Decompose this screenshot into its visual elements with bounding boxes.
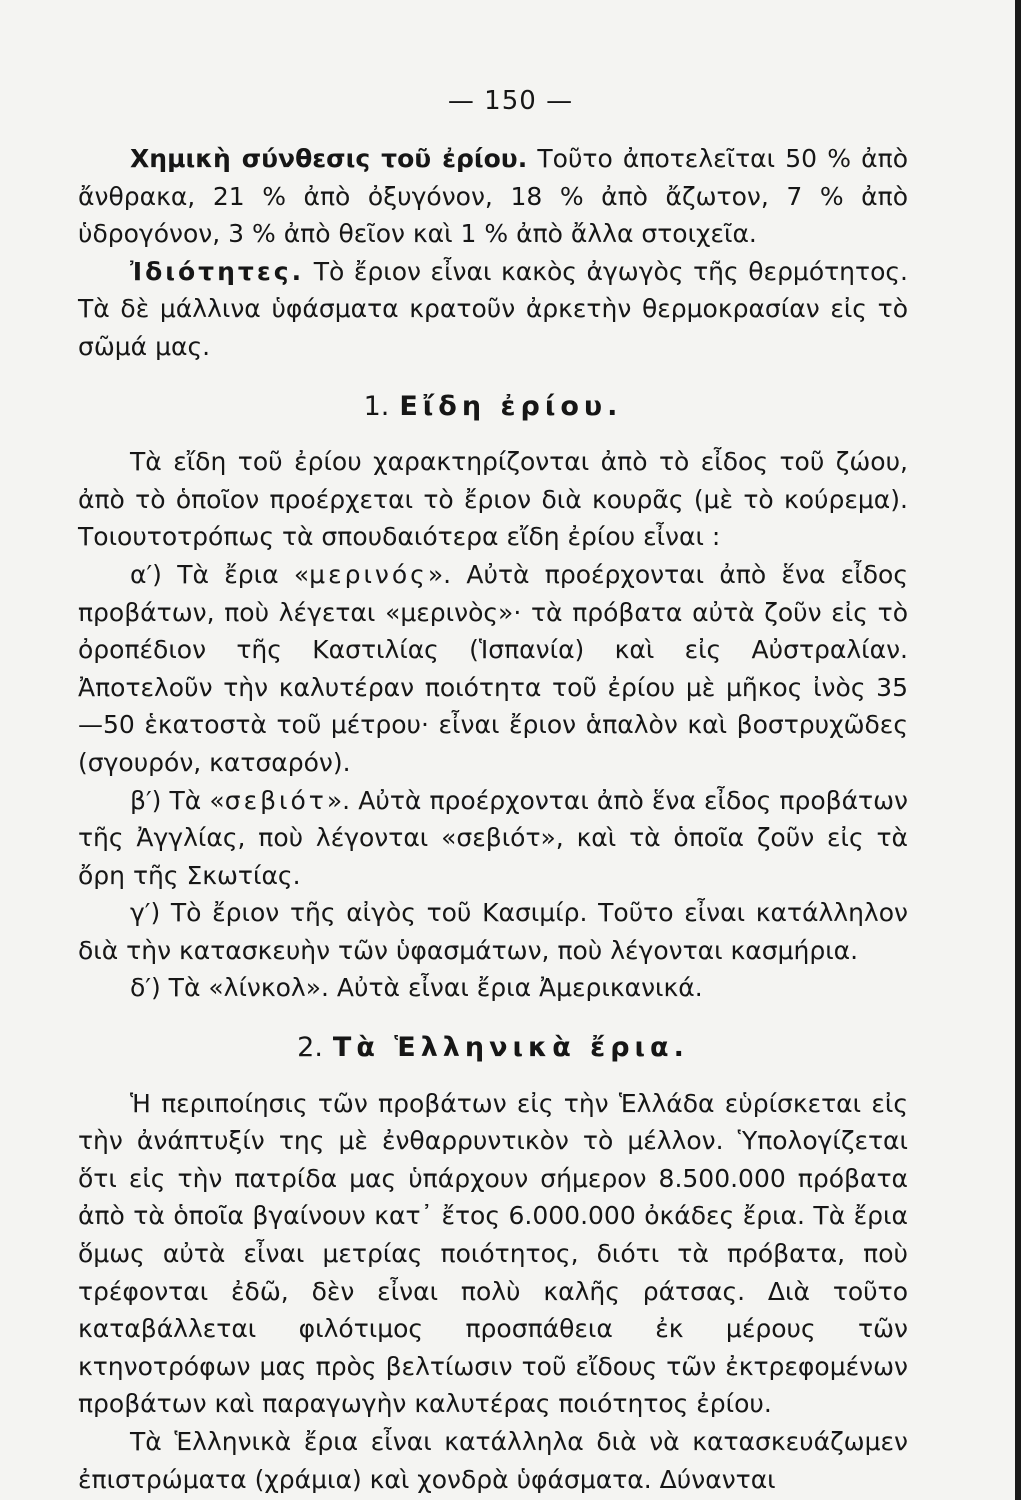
- paragraph-label: Χημικὴ σύνθεσις τοῦ ἐρίου.: [130, 144, 528, 173]
- list-item-text: ». Αὐτὰ προέρχονται ἀπὸ ἕνα εἶδος προβάτων, ποὺ λέγεται «μερινὸς»· τὰ πρόβατα αὐτὰ ζοῦν εἰς τὸ ὀροπέδιον τῆς Καστιλίας (Ἱσπανία) καὶ εἰς Αὐστραλίαν. Ἀποτελοῦν τὴν καλυτέραν ποιότητα τοῦ ἐρίου μὲ μῆκος ἰνὸς 35—50 ἑκατοστὰ τοῦ μέτρου· εἶναι ἔριον ἁπαλὸν καὶ βοστρυχῶδες (σγουρόν, κατσαρόν).: [78, 559, 908, 777]
- list-item-lincoln: δ′) Τὰ «λίνκολ». Αὐτὰ εἶναι ἔρια Ἀμερικανικά.: [130, 973, 703, 1003]
- section-number: 2.: [297, 1032, 323, 1064]
- list-item-merino: [78, 556, 908, 782]
- page-number: — 150 —: [447, 86, 574, 116]
- list-item-cheviot: [78, 782, 908, 895]
- list-item-text: ». Αὐτὰ προέρχονται ἀπὸ ἕνα εἶδος προβάτων τῆς Ἀγγλίας, ποὺ λέγονται «σεβιότ», καὶ τὰ ὁποῖα ζοῦν εἰς τὰ ὄρη τῆς Σκωτίας.: [78, 785, 908, 890]
- paragraph-greek-sheep: Ἡ περιποίησις τῶν προβάτων εἰς τὴν Ἑλλάδα εὑρίσκεται εἰς τὴν ἀνάπτυξίν της μὲ ἐνθαρρυντικὸν τὸ μέλλον. Ὑπολογίζεται ὅτι εἰς τὴν πατρίδα μας ὑπάρχουν σήμερον 8.500.000 πρόβατα ἀπὸ τὰ ὁποῖα βγαίνουν κατ᾽ ἔτος 6.000.000 ὀκάδες ἔρια. Τὰ ἔρια ὅμως αὐτὰ εἶναι μετρίας ποιότητος, διότι τὰ πρόβατα, ποὺ τρέφονται ἐδῶ, δὲν εἶναι πολὺ καλῆς ράτσας. Διὰ τοῦτο καταβάλλεται φιλότιμος προσπάθεια ἐκ μέρους τῶν κτηνοτρόφων μας πρὸς βελτίωσιν τοῦ εἴδους τῶν ἐκτρεφομένων προβάτων καὶ παραγωγὴν καλυτέρας ποιότητος ἐρίου.: [78, 1088, 908, 1419]
- section-heading-wool-types: [78, 388, 908, 426]
- page-body: [78, 140, 908, 1498]
- paragraph-label: Ἰδιότητες.: [130, 256, 305, 286]
- paragraph-chemical-composition: [78, 140, 908, 253]
- paragraph-properties: [78, 253, 908, 366]
- list-item-cashmere: γ′) Τὸ ἔριον τῆς αἰγὸς τοῦ Κασιμίρ. Τοῦτο εἶναι κατάλληλον διὰ τὴν κατασκευὴν τῶν ὑφασμάτων, ποὺ λέγονται κασμήρια.: [78, 898, 908, 965]
- list-item-prefix: α′) Τὰ ἔρια «: [130, 559, 310, 589]
- section-heading-greek-wool: [78, 1029, 908, 1067]
- section-number: 1.: [363, 390, 390, 422]
- paragraph-text: Τοῦτο ἀποτελεῖται 50 % ἀπὸ ἄνθρακα, 21 % ἀπὸ ὀξυγόνον, 18 % ἀπὸ ἄζωτον, 7 % ἀπὸ ὑδρογόνον, 3 % ἀπὸ θεῖον καὶ 1 % ἀπὸ ἄλλα στοιχεῖα.: [78, 144, 908, 249]
- section-title: Εἴδη ἐρίου.: [399, 390, 623, 422]
- section-title: Τὰ Ἑλληνικὰ ἔρια.: [332, 1032, 689, 1064]
- paragraph-wool-types-intro: Τὰ εἴδη τοῦ ἐρίου χαρακτηρίζονται ἀπὸ τὸ εἶδος τοῦ ζώου, ἀπὸ τὸ ὁποῖον προέρχεται τὸ ἔριον διὰ κουρᾶς (μὲ τὸ κούρεμα). Τοιουτοτρόπως τὰ σπουδαιότερα εἴδη ἐρίου εἶναι :: [78, 447, 908, 552]
- list-item-prefix: β′) Τὰ «: [130, 785, 225, 815]
- paragraph-text: Τὸ ἔριον εἶναι κακὸς ἀγωγὸς τῆς θερμότητος. Τὰ δὲ μάλλινα ὑφάσματα κρατοῦν ἀρκετὴν θερμοκρασίαν εἰς τὸ σῶμά μας.: [78, 256, 908, 361]
- list-item-term: σεβιότ: [224, 785, 327, 815]
- paragraph-greek-wool-uses: Τὰ Ἑλληνικὰ ἔρια εἶναι κατάλληλα διὰ νὰ κατασκευάζωμεν ἐπιστρώματα (χράμια) καὶ χονδρὰ ὑφάσματα. Δύνανται: [78, 1427, 908, 1494]
- list-item-term: μερινός: [309, 559, 428, 589]
